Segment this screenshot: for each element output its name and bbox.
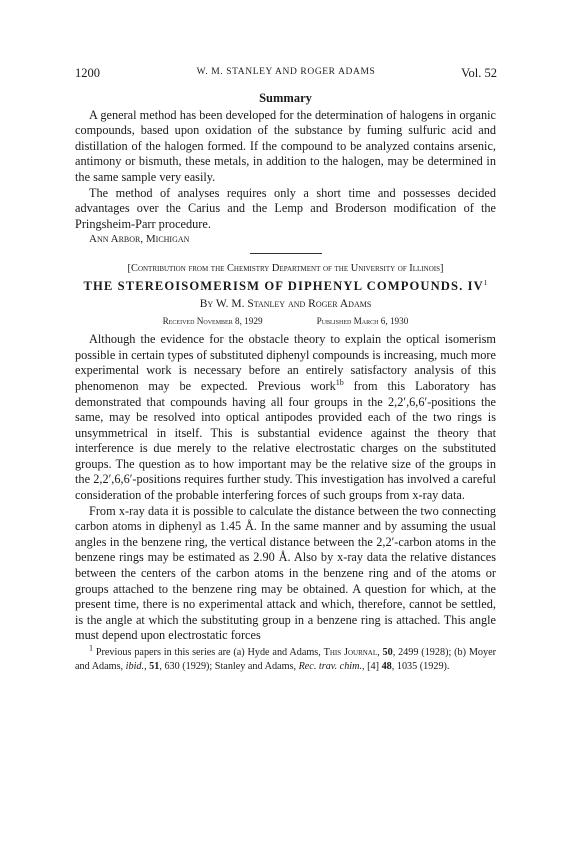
footnote-text: , xyxy=(144,660,150,672)
section-divider xyxy=(250,253,322,254)
journal-name: This Journal xyxy=(323,647,378,658)
article-dates xyxy=(75,314,496,330)
footnote-text: , xyxy=(377,647,383,658)
volume-number: 51 xyxy=(149,660,160,672)
footnote-1 xyxy=(75,643,496,674)
footnote-text: , 2499 (1928); (b) Moyer and Adams, xyxy=(75,647,496,672)
ibid-reference: ibid. xyxy=(125,660,145,672)
body-paragraph-1-part-a: Although the evidence for the obstacle theory to explain the optical isomerism possible in certain types of substituted diphenyl compounds is increasing, much more experimental work is necessary before an entirely satisfactory analysis of this phenomenon may be expected. Previous work xyxy=(75,332,496,393)
footnote-mark: 1 xyxy=(89,643,93,653)
summary-paragraph-1: A general method has been developed for the determination of halogens in organic compounds, based upon oxidation of the substance by fuming sulfuric acid and distillation of the halogen formed. If the compound to be analyzed contains arsenic, antimony or bismuth, these metals, in addition to the halogen, may be determined in the same sample very easily. xyxy=(75,107,496,184)
body-paragraph-1-part-b: from this Laboratory has demonstrated that compounds having all four groups in the 2,2′,6,6′-positions the same, may be resolved into optical antipodes provided each of the two rings is unsymmetrical in itself. This is substantial evidence against the theory that interference is due merely to the relative electrostatic charges on the substituted groups. The question as to how important may be the relative size of the groups in the 2,2′,6,6′-positions requires further study. This investigation has involved a careful consideration of the probable interfering forces of such groups from x-ray data. xyxy=(75,378,496,503)
page-content xyxy=(75,91,496,674)
volume-number: 50 xyxy=(382,647,393,658)
article-title-text: THE STEREOISOMERISM OF DIPHENYL COMPOUNDS. IV xyxy=(83,279,484,294)
running-head: W. M. STANLEY AND ROGER ADAMS xyxy=(196,67,376,77)
journal-abbrev: Rec. trav. chim. xyxy=(298,660,363,672)
article-authors: By W. M. Stanley and Roger Adams xyxy=(199,297,372,310)
footnotes xyxy=(75,643,496,674)
article-title xyxy=(75,279,496,295)
summary-heading: Summary xyxy=(259,91,312,105)
published-date: Published March 6, 1930 xyxy=(316,315,409,326)
footnote-text: , 630 (1929); Stanley and Adams, xyxy=(159,660,299,672)
affiliation: Ann Arbor, Michigan xyxy=(89,233,190,246)
footnote-text: , [4] xyxy=(362,660,382,672)
received-date: Received November 8, 1929 xyxy=(162,315,263,326)
body-paragraph-2: From x-ray data it is possible to calculate the distance between the two connecting carbon atoms in diphenyl as 1.45 Å. In the same manner and by assuming the usual angles in the benzene ring, the vertical distance between the 2,2′-carbon atoms in the benzene rings may be estimated as 2.90 Å. Also by x-ray data the relative distances between the centers of the carbon atoms in the benzene ring and of the atoms or groups attached to the benzene ring may be obtained. A question for which, at the present time, there is no experimental attack and which, therefore, cannot be settled, is the angle at which the substituting group in a benzene ring is attached. This angle must depend upon electrostatic forces xyxy=(75,503,496,643)
volume-label: Vol. 52 xyxy=(461,66,497,80)
footnote-reference: 1b xyxy=(335,377,344,387)
volume-number: 48 xyxy=(381,660,392,672)
page-number: 1200 xyxy=(75,66,100,80)
body-paragraph-1 xyxy=(75,332,496,504)
footnote-text: , 1035 (1929). xyxy=(391,660,450,672)
contribution-line: [Contribution from the Chemistry Department of the University of Illinois] xyxy=(127,263,444,275)
footnote-text: Previous papers in this series are (a) Hyde and Adams, xyxy=(93,647,324,658)
title-footnote-mark: 1 xyxy=(483,278,488,288)
summary-paragraph-2: The method of analyses requires only a short time and possesses decided advantages over the Carius and the Lemp and Broderson modification of the Pringsheim-Parr procedure. xyxy=(75,185,496,231)
page-header xyxy=(75,66,497,82)
